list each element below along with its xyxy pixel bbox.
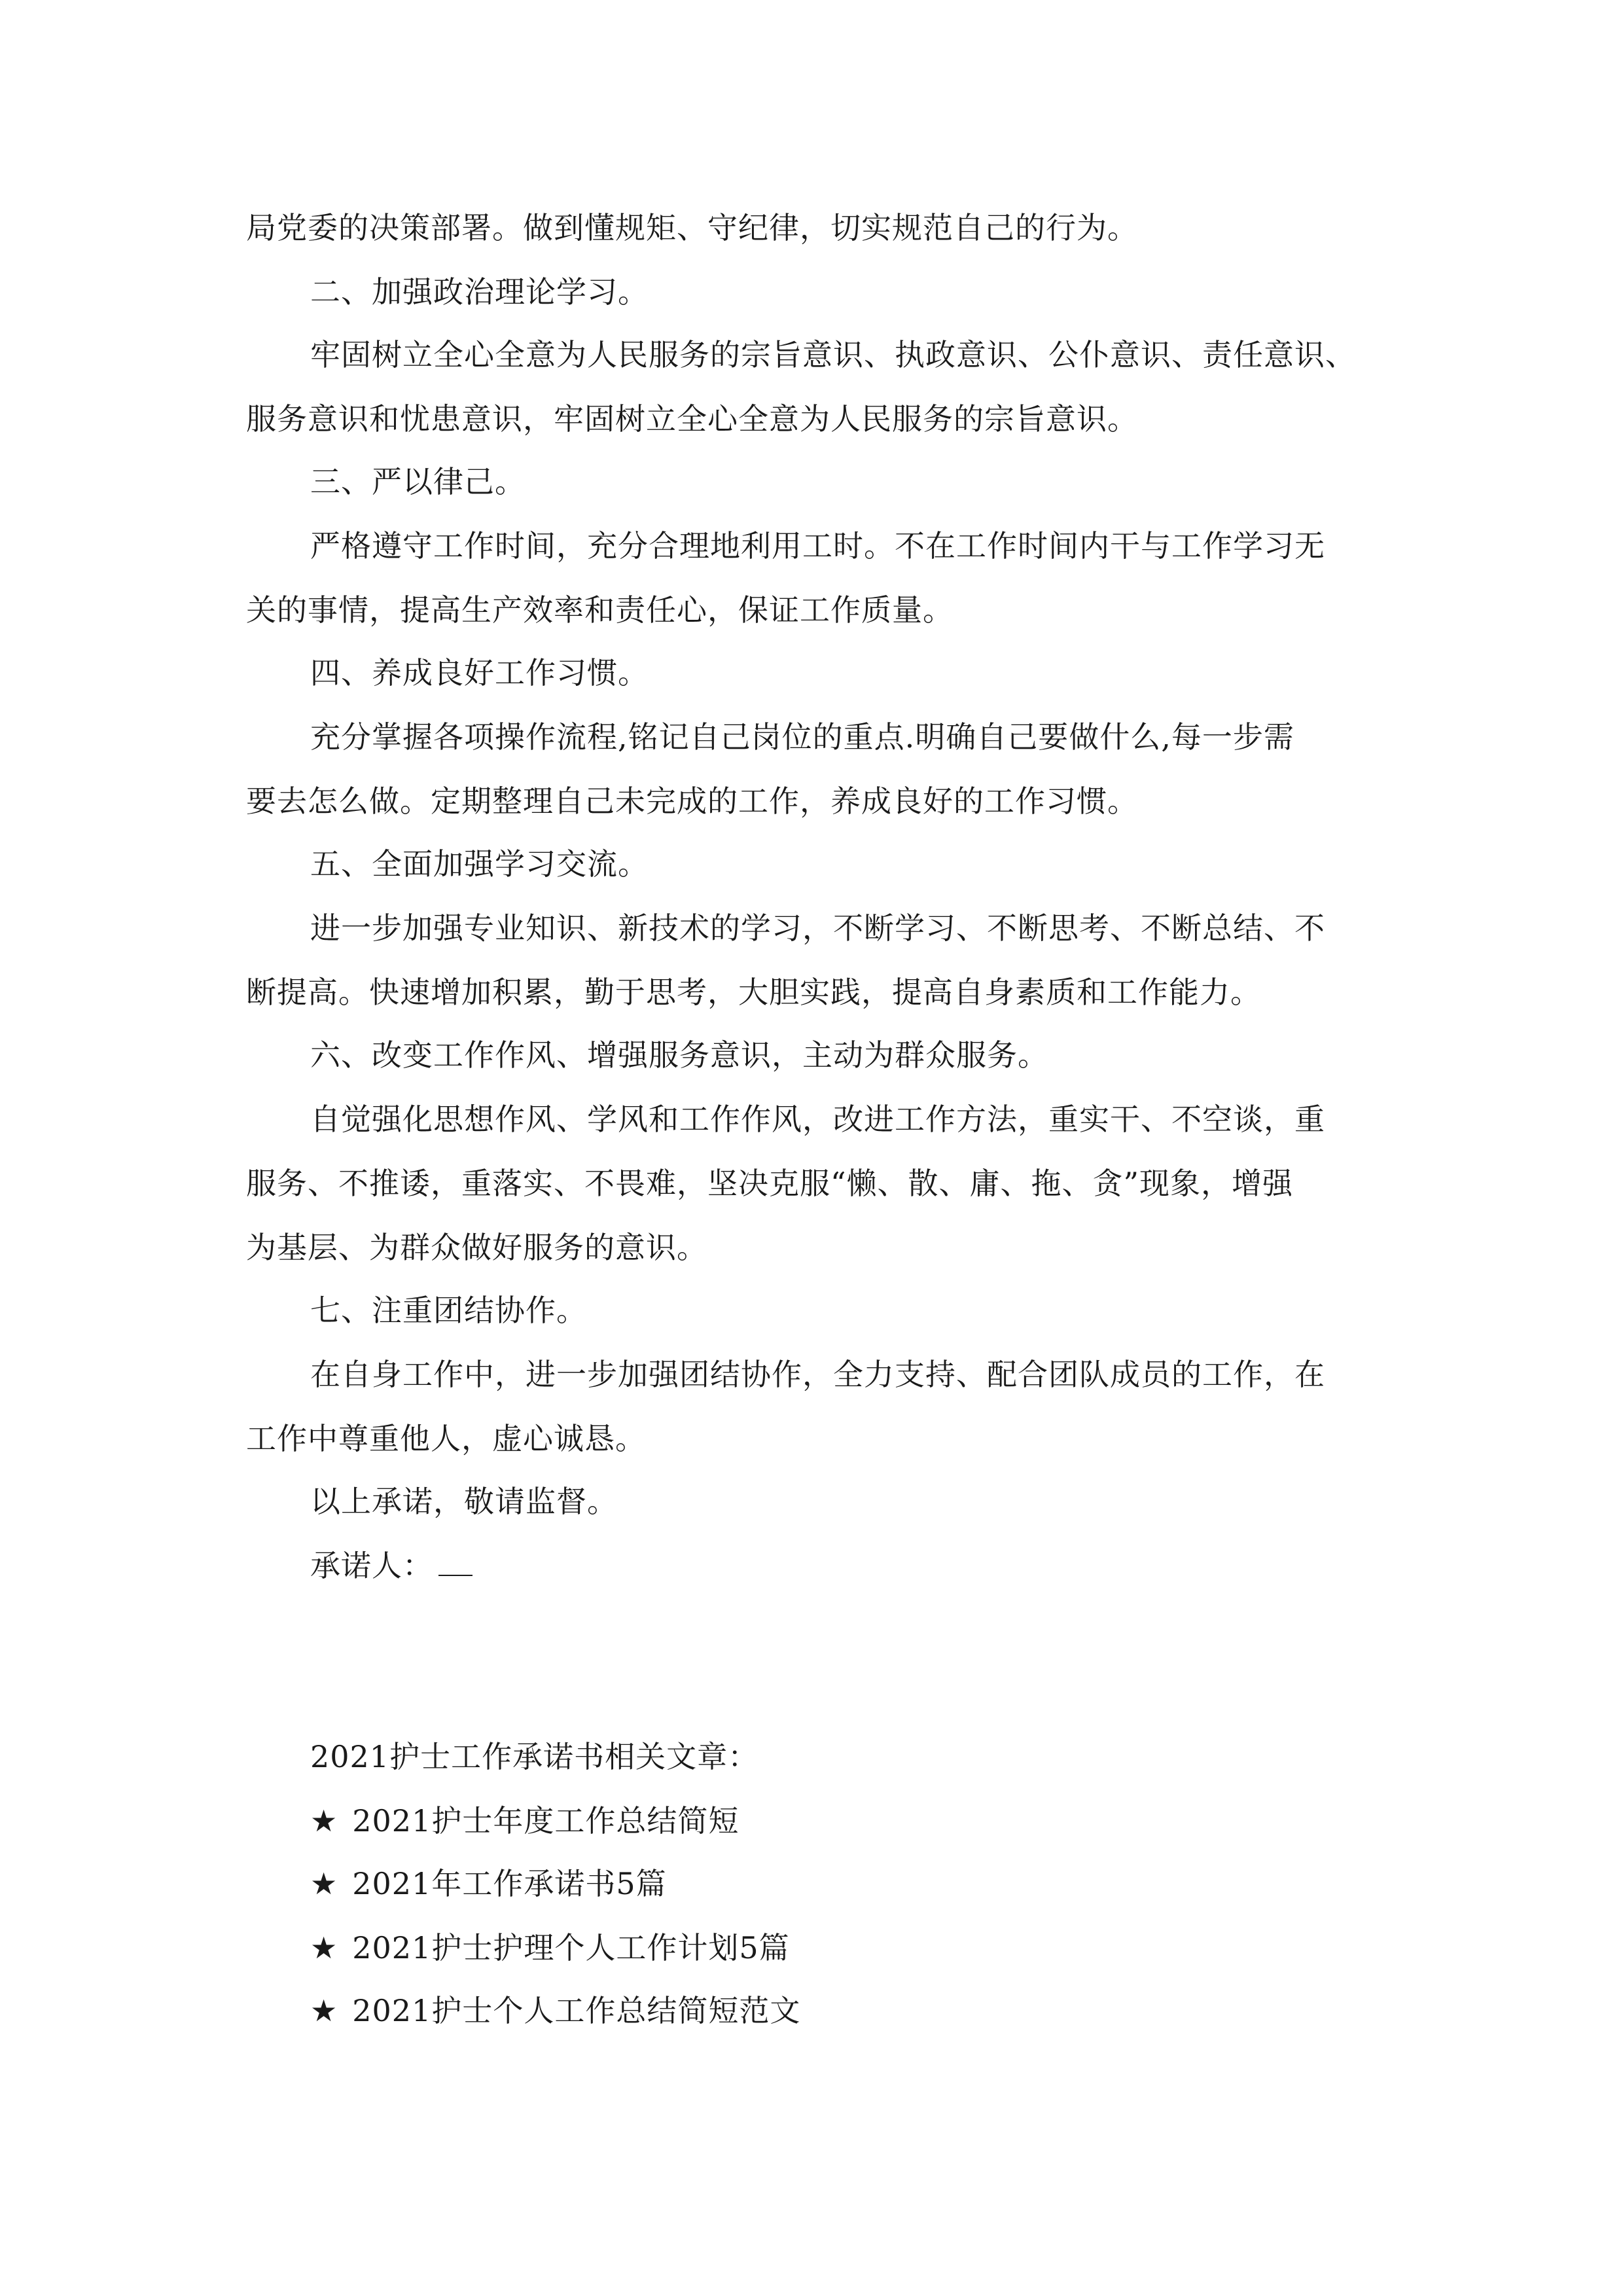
paragraph-7-line-2: 工作中尊重他人，虚心诚恳。 (246, 1421, 646, 1456)
paragraph-2-line-1: 牢固树立全心全意为人民服务的宗旨意识、执政意识、公仆意识、责任意识、 (310, 337, 1356, 372)
closing-statement: 以上承诺，敬请监督。 (310, 1484, 618, 1519)
related-article-item[interactable] (310, 1991, 800, 2030)
star-icon: ★ (310, 1803, 338, 1839)
paragraph-2-line-2: 服务意识和忧患意识，牢固树立全心全意为人民服务的宗旨意识。 (246, 401, 1138, 437)
section-heading-6: 六、改变工作作风、增强服务意识，主动为群众服务。 (310, 1037, 1048, 1073)
section-heading-4: 四、养成良好工作习惯。 (310, 655, 649, 691)
section-heading-2: 二、加强政治理论学习。 (310, 274, 649, 310)
signature-label: 承诺人： (310, 1548, 433, 1583)
section-heading-7: 七、注重团结协作。 (310, 1293, 587, 1328)
paragraph-3-line-1: 严格遵守工作时间，充分合理地利用工时。不在工作时间内干与工作学习无 (310, 528, 1325, 564)
section-heading-3: 三、严以律己。 (310, 464, 526, 499)
paragraph-6-line-3: 为基层、为群众做好服务的意识。 (246, 1230, 707, 1265)
paragraph-4-line-2: 要去怎么做。定期整理自己未完成的工作，养成良好的工作习惯。 (246, 783, 1138, 819)
paragraph-5-line-2: 断提高。快速增加积累，勤于思考，大胆实践，提高自身素质和工作能力。 (246, 975, 1261, 1010)
related-article-link[interactable]: 2021年工作承诺书5篇 (352, 1866, 667, 1901)
paragraph-5-line-1: 进一步加强专业知识、新技术的学习，不断学习、不断思考、不断总结、不 (310, 910, 1325, 946)
paragraph-3-line-2: 关的事情，提高生产效率和责任心，保证工作质量。 (246, 592, 954, 628)
related-article-item[interactable] (310, 1864, 667, 1903)
signature-row (310, 1546, 473, 1585)
section-heading-5: 五、全面加强学习交流。 (310, 846, 649, 882)
related-article-link[interactable]: 2021护士年度工作总结简短 (352, 1803, 740, 1839)
star-icon: ★ (310, 1993, 338, 2028)
related-article-link[interactable]: 2021护士护理个人工作计划5篇 (352, 1930, 790, 1965)
signature-blank-line (438, 1546, 473, 1576)
related-articles-heading: 2021护士工作承诺书相关文章： (310, 1739, 759, 1774)
paragraph-7-line-1: 在自身工作中，进一步加强团结协作，全力支持、配合团队成员的工作，在 (310, 1357, 1325, 1392)
related-article-item[interactable] (310, 1801, 739, 1840)
paragraph-1-continuation: 局党委的决策部署。做到懂规矩、守纪律，切实规范自己的行为。 (246, 210, 1138, 245)
related-article-link[interactable]: 2021护士个人工作总结简短范文 (352, 1993, 801, 2028)
paragraph-4-line-1: 充分掌握各项操作流程,铭记自己岗位的重点.明确自己要做什么,每一步需 (310, 719, 1294, 755)
paragraph-6-line-1: 自觉强化思想作风、学风和工作作风，改进工作方法，重实干、不空谈，重 (310, 1102, 1325, 1137)
related-article-item[interactable] (310, 1928, 790, 1967)
paragraph-6-line-2: 服务、不推诿，重落实、不畏难，坚决克服“懒、散、庸、拖、贪”现象，增强 (246, 1166, 1294, 1201)
star-icon: ★ (310, 1866, 338, 1901)
star-icon: ★ (310, 1930, 338, 1965)
